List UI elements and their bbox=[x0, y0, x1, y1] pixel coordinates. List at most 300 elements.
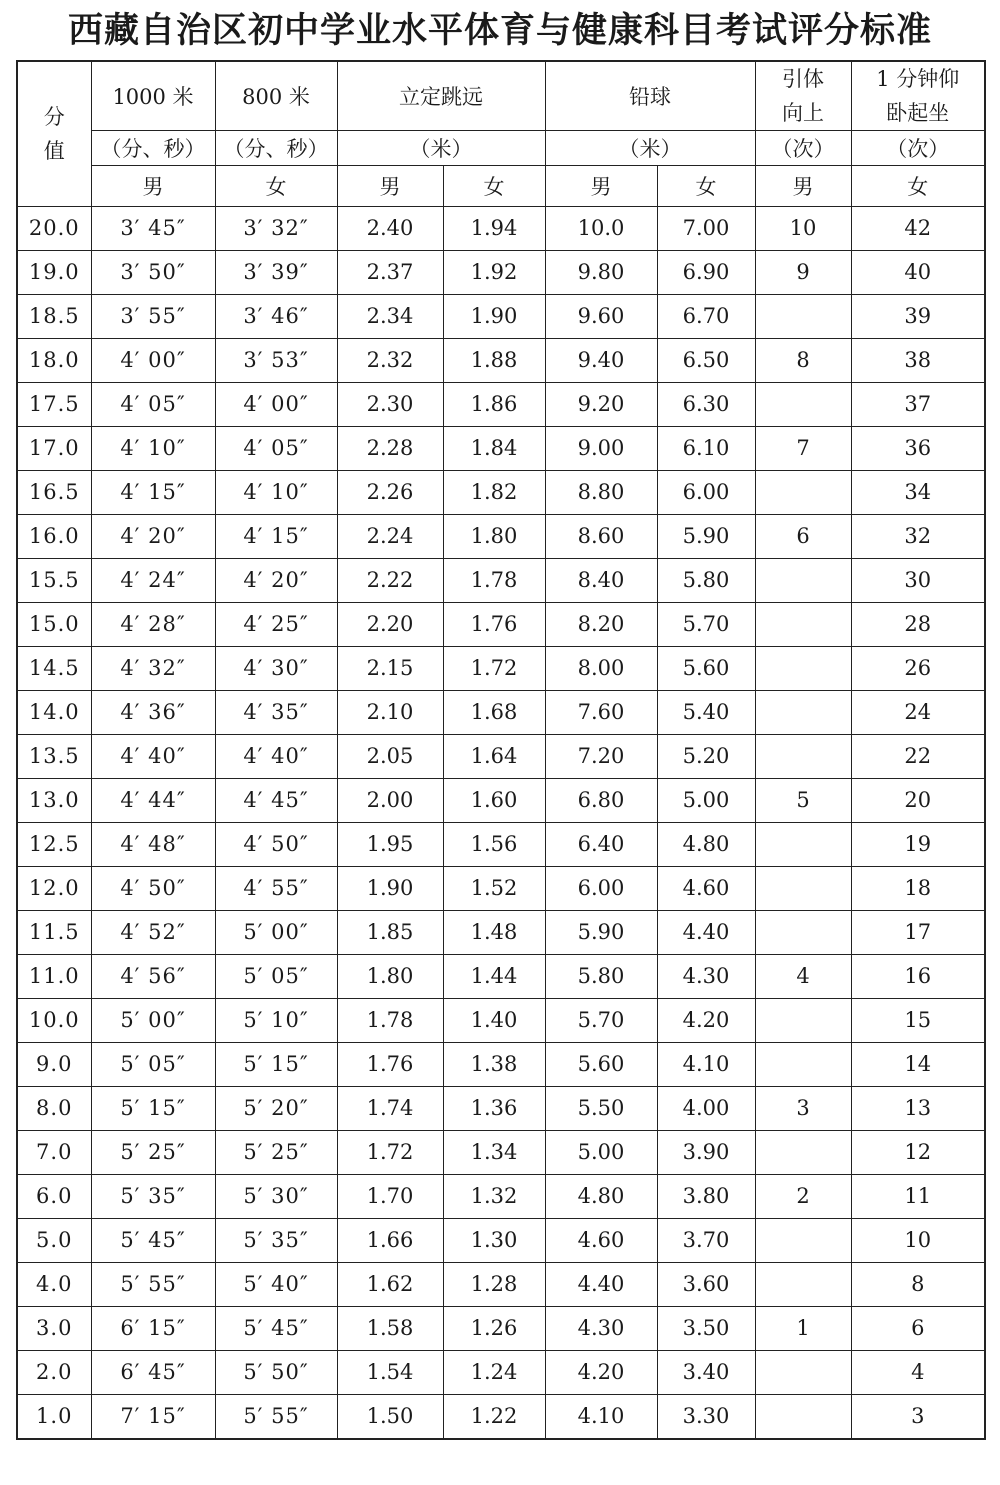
cell-pull-up: 9 bbox=[755, 250, 851, 294]
cell-pull-up bbox=[755, 1262, 851, 1306]
cell-800m: 3′ 39″ bbox=[215, 250, 337, 294]
cell-pull-up: 1 bbox=[755, 1306, 851, 1350]
cell-1000m: 4′ 24″ bbox=[91, 558, 215, 602]
cell-jump-female: 1.56 bbox=[443, 822, 545, 866]
cell-jump-male: 1.72 bbox=[337, 1130, 443, 1174]
cell-800m: 4′ 15″ bbox=[215, 514, 337, 558]
cell-800m: 5′ 30″ bbox=[215, 1174, 337, 1218]
cell-800m: 5′ 40″ bbox=[215, 1262, 337, 1306]
cell-pull-up bbox=[755, 1350, 851, 1394]
cell-score: 1.0 bbox=[17, 1394, 91, 1439]
cell-shot-female: 5.20 bbox=[657, 734, 755, 778]
cell-shot-female: 6.10 bbox=[657, 426, 755, 470]
cell-1000m: 4′ 36″ bbox=[91, 690, 215, 734]
cell-1000m: 4′ 32″ bbox=[91, 646, 215, 690]
cell-shot-female: 4.00 bbox=[657, 1086, 755, 1130]
cell-jump-female: 1.32 bbox=[443, 1174, 545, 1218]
cell-jump-female: 1.36 bbox=[443, 1086, 545, 1130]
cell-shot-female: 6.00 bbox=[657, 470, 755, 514]
header-sex-800m-female: 女 bbox=[215, 166, 337, 207]
table-row bbox=[17, 514, 985, 558]
cell-pull-up: 3 bbox=[755, 1086, 851, 1130]
cell-shot-male: 9.40 bbox=[545, 338, 657, 382]
cell-1000m: 5′ 45″ bbox=[91, 1218, 215, 1262]
cell-800m: 4′ 30″ bbox=[215, 646, 337, 690]
cell-pull-up: 5 bbox=[755, 778, 851, 822]
cell-jump-female: 1.34 bbox=[443, 1130, 545, 1174]
cell-shot-male: 8.60 bbox=[545, 514, 657, 558]
cell-jump-male: 2.30 bbox=[337, 382, 443, 426]
cell-jump-female: 1.84 bbox=[443, 426, 545, 470]
cell-jump-female: 1.22 bbox=[443, 1394, 545, 1439]
cell-shot-female: 3.80 bbox=[657, 1174, 755, 1218]
cell-score: 16.0 bbox=[17, 514, 91, 558]
cell-shot-female: 4.30 bbox=[657, 954, 755, 998]
cell-score: 4.0 bbox=[17, 1262, 91, 1306]
cell-jump-male: 1.66 bbox=[337, 1218, 443, 1262]
cell-score: 19.0 bbox=[17, 250, 91, 294]
header-event-1000m: 1000 米 bbox=[91, 61, 215, 131]
cell-shot-male: 10.0 bbox=[545, 207, 657, 251]
cell-shot-male: 4.40 bbox=[545, 1262, 657, 1306]
cell-shot-female: 4.60 bbox=[657, 866, 755, 910]
cell-sit-up: 6 bbox=[851, 1306, 985, 1350]
cell-sit-up: 32 bbox=[851, 514, 985, 558]
table-row bbox=[17, 338, 985, 382]
cell-jump-female: 1.88 bbox=[443, 338, 545, 382]
cell-1000m: 4′ 15″ bbox=[91, 470, 215, 514]
cell-800m: 5′ 05″ bbox=[215, 954, 337, 998]
cell-pull-up bbox=[755, 734, 851, 778]
cell-score: 13.5 bbox=[17, 734, 91, 778]
cell-800m: 5′ 55″ bbox=[215, 1394, 337, 1439]
cell-score: 11.0 bbox=[17, 954, 91, 998]
cell-800m: 3′ 32″ bbox=[215, 207, 337, 251]
cell-jump-female: 1.26 bbox=[443, 1306, 545, 1350]
cell-800m: 5′ 00″ bbox=[215, 910, 337, 954]
cell-pull-up: 6 bbox=[755, 514, 851, 558]
cell-800m: 3′ 46″ bbox=[215, 294, 337, 338]
header-unit-long-jump: （米） bbox=[337, 131, 545, 166]
cell-shot-female: 5.90 bbox=[657, 514, 755, 558]
cell-shot-male: 6.40 bbox=[545, 822, 657, 866]
table-row bbox=[17, 866, 985, 910]
cell-jump-male: 1.85 bbox=[337, 910, 443, 954]
table-row bbox=[17, 250, 985, 294]
cell-sit-up: 39 bbox=[851, 294, 985, 338]
cell-pull-up: 2 bbox=[755, 1174, 851, 1218]
header-event-sit-up: 1 分钟仰 卧起坐 bbox=[851, 61, 985, 131]
cell-pull-up bbox=[755, 998, 851, 1042]
cell-sit-up: 18 bbox=[851, 866, 985, 910]
cell-800m: 4′ 00″ bbox=[215, 382, 337, 426]
cell-jump-female: 1.76 bbox=[443, 602, 545, 646]
table-row bbox=[17, 910, 985, 954]
cell-shot-male: 5.80 bbox=[545, 954, 657, 998]
cell-sit-up: 12 bbox=[851, 1130, 985, 1174]
cell-sit-up: 40 bbox=[851, 250, 985, 294]
header-sex-jump-male: 男 bbox=[337, 166, 443, 207]
cell-sit-up: 19 bbox=[851, 822, 985, 866]
cell-score: 15.0 bbox=[17, 602, 91, 646]
cell-pull-up bbox=[755, 1394, 851, 1439]
cell-pull-up bbox=[755, 910, 851, 954]
cell-1000m: 4′ 56″ bbox=[91, 954, 215, 998]
cell-1000m: 5′ 00″ bbox=[91, 998, 215, 1042]
header-unit-sit-up: （次） bbox=[851, 131, 985, 166]
cell-sit-up: 42 bbox=[851, 207, 985, 251]
cell-jump-male: 2.10 bbox=[337, 690, 443, 734]
cell-jump-male: 2.05 bbox=[337, 734, 443, 778]
cell-800m: 4′ 45″ bbox=[215, 778, 337, 822]
header-sex-pullup-male: 男 bbox=[755, 166, 851, 207]
table-row bbox=[17, 602, 985, 646]
cell-1000m: 5′ 25″ bbox=[91, 1130, 215, 1174]
cell-jump-female: 1.82 bbox=[443, 470, 545, 514]
cell-800m: 5′ 20″ bbox=[215, 1086, 337, 1130]
cell-jump-male: 2.28 bbox=[337, 426, 443, 470]
cell-sit-up: 10 bbox=[851, 1218, 985, 1262]
header-sex-shot-male: 男 bbox=[545, 166, 657, 207]
cell-jump-male: 2.34 bbox=[337, 294, 443, 338]
cell-jump-female: 1.64 bbox=[443, 734, 545, 778]
cell-jump-female: 1.72 bbox=[443, 646, 545, 690]
cell-pull-up bbox=[755, 866, 851, 910]
header-sex-shot-female: 女 bbox=[657, 166, 755, 207]
cell-jump-female: 1.68 bbox=[443, 690, 545, 734]
cell-jump-female: 1.60 bbox=[443, 778, 545, 822]
header-sex-situp-female: 女 bbox=[851, 166, 985, 207]
cell-shot-female: 4.40 bbox=[657, 910, 755, 954]
cell-jump-male: 1.58 bbox=[337, 1306, 443, 1350]
table-row bbox=[17, 734, 985, 778]
cell-shot-male: 5.90 bbox=[545, 910, 657, 954]
table-row bbox=[17, 690, 985, 734]
cell-pull-up bbox=[755, 1218, 851, 1262]
cell-jump-male: 1.50 bbox=[337, 1394, 443, 1439]
cell-sit-up: 22 bbox=[851, 734, 985, 778]
cell-sit-up: 8 bbox=[851, 1262, 985, 1306]
cell-800m: 4′ 40″ bbox=[215, 734, 337, 778]
cell-score: 18.5 bbox=[17, 294, 91, 338]
cell-score: 15.5 bbox=[17, 558, 91, 602]
header-unit-row bbox=[17, 131, 985, 166]
cell-sit-up: 13 bbox=[851, 1086, 985, 1130]
cell-800m: 4′ 05″ bbox=[215, 426, 337, 470]
cell-jump-female: 1.44 bbox=[443, 954, 545, 998]
cell-jump-female: 1.90 bbox=[443, 294, 545, 338]
cell-shot-female: 6.90 bbox=[657, 250, 755, 294]
cell-jump-male: 1.90 bbox=[337, 866, 443, 910]
table-row bbox=[17, 382, 985, 426]
cell-score: 12.0 bbox=[17, 866, 91, 910]
cell-shot-female: 5.00 bbox=[657, 778, 755, 822]
cell-jump-female: 1.78 bbox=[443, 558, 545, 602]
cell-shot-male: 7.60 bbox=[545, 690, 657, 734]
cell-pull-up bbox=[755, 646, 851, 690]
cell-jump-female: 1.40 bbox=[443, 998, 545, 1042]
cell-shot-female: 3.30 bbox=[657, 1394, 755, 1439]
cell-jump-male: 2.40 bbox=[337, 207, 443, 251]
header-sex-1000m-male: 男 bbox=[91, 166, 215, 207]
cell-shot-male: 5.60 bbox=[545, 1042, 657, 1086]
cell-shot-male: 8.20 bbox=[545, 602, 657, 646]
cell-score: 13.0 bbox=[17, 778, 91, 822]
cell-sit-up: 3 bbox=[851, 1394, 985, 1439]
cell-shot-male: 4.30 bbox=[545, 1306, 657, 1350]
page-title: 西藏自治区初中学业水平体育与健康科目考试评分标准 bbox=[67, 11, 932, 51]
cell-jump-male: 1.74 bbox=[337, 1086, 443, 1130]
cell-shot-male: 4.80 bbox=[545, 1174, 657, 1218]
cell-jump-female: 1.28 bbox=[443, 1262, 545, 1306]
cell-pull-up: 4 bbox=[755, 954, 851, 998]
cell-shot-female: 5.40 bbox=[657, 690, 755, 734]
cell-jump-female: 1.80 bbox=[443, 514, 545, 558]
cell-sit-up: 4 bbox=[851, 1350, 985, 1394]
cell-800m: 4′ 50″ bbox=[215, 822, 337, 866]
header-event-shot-put: 铅球 bbox=[545, 61, 755, 131]
cell-pull-up bbox=[755, 470, 851, 514]
cell-jump-male: 2.20 bbox=[337, 602, 443, 646]
cell-shot-female: 3.70 bbox=[657, 1218, 755, 1262]
cell-shot-female: 5.80 bbox=[657, 558, 755, 602]
cell-score: 12.5 bbox=[17, 822, 91, 866]
cell-shot-female: 5.60 bbox=[657, 646, 755, 690]
cell-800m: 5′ 15″ bbox=[215, 1042, 337, 1086]
cell-800m: 5′ 50″ bbox=[215, 1350, 337, 1394]
cell-shot-female: 7.00 bbox=[657, 207, 755, 251]
cell-sit-up: 15 bbox=[851, 998, 985, 1042]
cell-score: 18.0 bbox=[17, 338, 91, 382]
cell-score: 11.5 bbox=[17, 910, 91, 954]
table-row bbox=[17, 1350, 985, 1394]
cell-pull-up: 10 bbox=[755, 207, 851, 251]
cell-score: 8.0 bbox=[17, 1086, 91, 1130]
cell-jump-male: 1.62 bbox=[337, 1262, 443, 1306]
cell-1000m: 3′ 50″ bbox=[91, 250, 215, 294]
cell-1000m: 4′ 40″ bbox=[91, 734, 215, 778]
cell-sit-up: 30 bbox=[851, 558, 985, 602]
table-row bbox=[17, 1394, 985, 1439]
cell-pull-up bbox=[755, 558, 851, 602]
cell-shot-male: 8.40 bbox=[545, 558, 657, 602]
cell-shot-male: 9.80 bbox=[545, 250, 657, 294]
header-event-long-jump: 立定跳远 bbox=[337, 61, 545, 131]
cell-pull-up bbox=[755, 1042, 851, 1086]
cell-1000m: 4′ 28″ bbox=[91, 602, 215, 646]
cell-800m: 5′ 45″ bbox=[215, 1306, 337, 1350]
cell-800m: 4′ 10″ bbox=[215, 470, 337, 514]
cell-score: 9.0 bbox=[17, 1042, 91, 1086]
cell-800m: 5′ 35″ bbox=[215, 1218, 337, 1262]
cell-800m: 4′ 20″ bbox=[215, 558, 337, 602]
cell-jump-male: 2.32 bbox=[337, 338, 443, 382]
cell-jump-male: 1.78 bbox=[337, 998, 443, 1042]
cell-score: 7.0 bbox=[17, 1130, 91, 1174]
cell-1000m: 4′ 05″ bbox=[91, 382, 215, 426]
cell-1000m: 4′ 00″ bbox=[91, 338, 215, 382]
cell-1000m: 4′ 10″ bbox=[91, 426, 215, 470]
cell-jump-male: 2.22 bbox=[337, 558, 443, 602]
cell-1000m: 5′ 55″ bbox=[91, 1262, 215, 1306]
header-sex-row bbox=[17, 166, 985, 207]
table-row bbox=[17, 294, 985, 338]
cell-shot-female: 6.30 bbox=[657, 382, 755, 426]
cell-800m: 3′ 53″ bbox=[215, 338, 337, 382]
cell-jump-male: 2.15 bbox=[337, 646, 443, 690]
cell-score: 2.0 bbox=[17, 1350, 91, 1394]
cell-1000m: 4′ 48″ bbox=[91, 822, 215, 866]
table-row bbox=[17, 954, 985, 998]
cell-jump-male: 1.80 bbox=[337, 954, 443, 998]
cell-shot-male: 5.70 bbox=[545, 998, 657, 1042]
cell-800m: 5′ 10″ bbox=[215, 998, 337, 1042]
table-row bbox=[17, 1174, 985, 1218]
cell-sit-up: 16 bbox=[851, 954, 985, 998]
cell-sit-up: 11 bbox=[851, 1174, 985, 1218]
cell-pull-up bbox=[755, 294, 851, 338]
cell-shot-male: 8.80 bbox=[545, 470, 657, 514]
cell-jump-female: 1.30 bbox=[443, 1218, 545, 1262]
cell-score: 10.0 bbox=[17, 998, 91, 1042]
table-row bbox=[17, 470, 985, 514]
header-score: 分 值 bbox=[17, 61, 91, 207]
cell-1000m: 5′ 15″ bbox=[91, 1086, 215, 1130]
cell-1000m: 6′ 45″ bbox=[91, 1350, 215, 1394]
cell-jump-female: 1.48 bbox=[443, 910, 545, 954]
header-unit-pull-up: （次） bbox=[755, 131, 851, 166]
cell-1000m: 6′ 15″ bbox=[91, 1306, 215, 1350]
table-row bbox=[17, 1218, 985, 1262]
cell-sit-up: 17 bbox=[851, 910, 985, 954]
cell-shot-female: 3.40 bbox=[657, 1350, 755, 1394]
cell-shot-male: 9.60 bbox=[545, 294, 657, 338]
cell-shot-female: 4.80 bbox=[657, 822, 755, 866]
header-sex-jump-female: 女 bbox=[443, 166, 545, 207]
cell-score: 14.5 bbox=[17, 646, 91, 690]
cell-shot-female: 3.90 bbox=[657, 1130, 755, 1174]
cell-800m: 4′ 35″ bbox=[215, 690, 337, 734]
header-unit-800m: （分、秒） bbox=[215, 131, 337, 166]
cell-pull-up: 7 bbox=[755, 426, 851, 470]
cell-shot-male: 4.10 bbox=[545, 1394, 657, 1439]
cell-jump-female: 1.38 bbox=[443, 1042, 545, 1086]
cell-1000m: 4′ 44″ bbox=[91, 778, 215, 822]
header-event-row bbox=[17, 61, 985, 131]
cell-shot-male: 6.80 bbox=[545, 778, 657, 822]
cell-score: 20.0 bbox=[17, 207, 91, 251]
table-row bbox=[17, 822, 985, 866]
cell-1000m: 5′ 35″ bbox=[91, 1174, 215, 1218]
cell-shot-female: 6.50 bbox=[657, 338, 755, 382]
cell-sit-up: 26 bbox=[851, 646, 985, 690]
cell-sit-up: 34 bbox=[851, 470, 985, 514]
cell-jump-female: 1.24 bbox=[443, 1350, 545, 1394]
cell-sit-up: 14 bbox=[851, 1042, 985, 1086]
cell-shot-male: 9.00 bbox=[545, 426, 657, 470]
cell-jump-male: 2.26 bbox=[337, 470, 443, 514]
table-row bbox=[17, 426, 985, 470]
cell-jump-male: 1.95 bbox=[337, 822, 443, 866]
cell-jump-female: 1.52 bbox=[443, 866, 545, 910]
cell-score: 17.5 bbox=[17, 382, 91, 426]
cell-jump-female: 1.92 bbox=[443, 250, 545, 294]
cell-shot-male: 4.60 bbox=[545, 1218, 657, 1262]
cell-1000m: 7′ 15″ bbox=[91, 1394, 215, 1439]
table-row bbox=[17, 646, 985, 690]
cell-pull-up bbox=[755, 1130, 851, 1174]
table-row bbox=[17, 998, 985, 1042]
cell-jump-male: 2.24 bbox=[337, 514, 443, 558]
cell-sit-up: 24 bbox=[851, 690, 985, 734]
table-row bbox=[17, 207, 985, 251]
cell-1000m: 4′ 20″ bbox=[91, 514, 215, 558]
cell-shot-female: 5.70 bbox=[657, 602, 755, 646]
cell-pull-up bbox=[755, 822, 851, 866]
cell-score: 3.0 bbox=[17, 1306, 91, 1350]
cell-shot-female: 3.60 bbox=[657, 1262, 755, 1306]
cell-sit-up: 20 bbox=[851, 778, 985, 822]
cell-pull-up bbox=[755, 382, 851, 426]
header-unit-1000m: （分、秒） bbox=[91, 131, 215, 166]
table-row bbox=[17, 1042, 985, 1086]
cell-shot-male: 4.20 bbox=[545, 1350, 657, 1394]
cell-shot-male: 5.00 bbox=[545, 1130, 657, 1174]
cell-shot-male: 5.50 bbox=[545, 1086, 657, 1130]
cell-pull-up bbox=[755, 690, 851, 734]
table-row bbox=[17, 1086, 985, 1130]
cell-jump-male: 1.76 bbox=[337, 1042, 443, 1086]
cell-shot-female: 4.20 bbox=[657, 998, 755, 1042]
table-row bbox=[17, 1306, 985, 1350]
cell-shot-female: 3.50 bbox=[657, 1306, 755, 1350]
scoring-table bbox=[16, 60, 986, 1440]
cell-jump-male: 2.37 bbox=[337, 250, 443, 294]
cell-800m: 4′ 55″ bbox=[215, 866, 337, 910]
cell-score: 17.0 bbox=[17, 426, 91, 470]
cell-pull-up bbox=[755, 602, 851, 646]
cell-800m: 4′ 25″ bbox=[215, 602, 337, 646]
cell-jump-male: 1.54 bbox=[337, 1350, 443, 1394]
cell-shot-female: 6.70 bbox=[657, 294, 755, 338]
cell-800m: 5′ 25″ bbox=[215, 1130, 337, 1174]
cell-sit-up: 37 bbox=[851, 382, 985, 426]
cell-shot-female: 4.10 bbox=[657, 1042, 755, 1086]
cell-sit-up: 38 bbox=[851, 338, 985, 382]
cell-score: 6.0 bbox=[17, 1174, 91, 1218]
cell-shot-male: 8.00 bbox=[545, 646, 657, 690]
cell-jump-female: 1.86 bbox=[443, 382, 545, 426]
header-event-800m: 800 米 bbox=[215, 61, 337, 131]
table-row bbox=[17, 558, 985, 602]
cell-shot-male: 9.20 bbox=[545, 382, 657, 426]
cell-jump-female: 1.94 bbox=[443, 207, 545, 251]
cell-shot-male: 6.00 bbox=[545, 866, 657, 910]
cell-1000m: 4′ 52″ bbox=[91, 910, 215, 954]
cell-1000m: 3′ 45″ bbox=[91, 207, 215, 251]
table-row bbox=[17, 1262, 985, 1306]
cell-1000m: 5′ 05″ bbox=[91, 1042, 215, 1086]
cell-sit-up: 36 bbox=[851, 426, 985, 470]
header-unit-shot-put: （米） bbox=[545, 131, 755, 166]
cell-sit-up: 28 bbox=[851, 602, 985, 646]
cell-1000m: 3′ 55″ bbox=[91, 294, 215, 338]
cell-score: 16.5 bbox=[17, 470, 91, 514]
cell-jump-male: 2.00 bbox=[337, 778, 443, 822]
cell-shot-male: 7.20 bbox=[545, 734, 657, 778]
table-row bbox=[17, 1130, 985, 1174]
cell-score: 5.0 bbox=[17, 1218, 91, 1262]
